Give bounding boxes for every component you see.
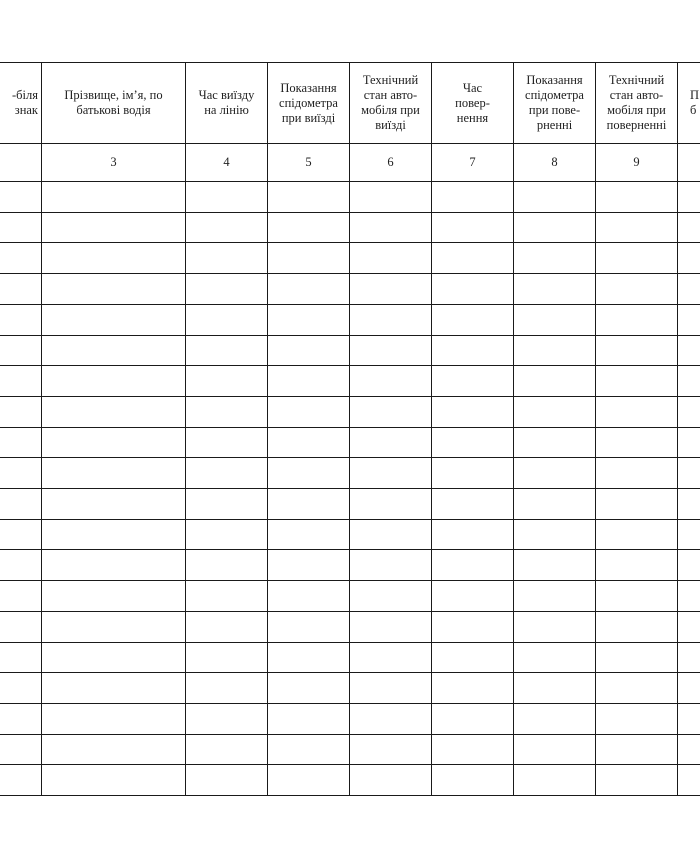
table-cell[interactable]	[678, 643, 700, 672]
table-cell[interactable]	[42, 550, 185, 580]
table-cell[interactable]	[596, 243, 677, 273]
table-cell[interactable]	[514, 305, 595, 335]
table-cell[interactable]	[268, 643, 349, 672]
table-cell[interactable]	[268, 550, 349, 580]
column-header-c4: Час виїзду на лінію	[198, 88, 255, 117]
table-cell[interactable]	[42, 213, 185, 242]
table-cell[interactable]	[514, 673, 595, 703]
column-header-c9: Технічний стан авто- мобіля при поверненні	[606, 73, 667, 132]
table-cell[interactable]	[432, 550, 513, 580]
column-header-c10: П б	[690, 88, 700, 117]
table-cell[interactable]	[678, 489, 700, 519]
table-cell[interactable]	[1, 673, 41, 703]
table-cell[interactable]	[186, 274, 267, 304]
table-cell[interactable]	[186, 612, 267, 642]
table-cell[interactable]	[514, 213, 595, 242]
table-cell[interactable]	[42, 520, 185, 549]
table-cell[interactable]	[1, 612, 41, 642]
table-cell[interactable]	[350, 735, 431, 764]
table-cell[interactable]	[596, 182, 677, 212]
table-cell[interactable]	[514, 397, 595, 427]
table-cell[interactable]	[678, 213, 700, 242]
table-cell[interactable]	[268, 489, 349, 519]
table-cell[interactable]	[514, 581, 595, 611]
table-cell[interactable]	[1, 182, 41, 212]
table-cell[interactable]	[514, 550, 595, 580]
table-cell[interactable]	[678, 765, 700, 795]
table-cell[interactable]	[514, 274, 595, 304]
table-cell[interactable]	[596, 765, 677, 795]
table-cell[interactable]	[678, 581, 700, 611]
table-cell[interactable]	[268, 213, 349, 242]
table-cell[interactable]	[596, 550, 677, 580]
table-cell[interactable]	[350, 612, 431, 642]
table-cell[interactable]	[1, 305, 41, 335]
table-cell[interactable]	[350, 550, 431, 580]
table-cell[interactable]	[350, 366, 431, 396]
table-cell[interactable]	[268, 765, 349, 795]
table-cell[interactable]	[514, 336, 595, 365]
table-cell[interactable]	[186, 643, 267, 672]
table-cell[interactable]	[186, 458, 267, 488]
table-cell[interactable]	[432, 581, 513, 611]
table-cell[interactable]	[432, 643, 513, 672]
table-cell[interactable]	[350, 336, 431, 365]
table-cell[interactable]	[350, 274, 431, 304]
table-cell[interactable]	[678, 458, 700, 488]
table-cell[interactable]	[1, 643, 41, 672]
column-header-c8: Показання спідометра при пове- рненні	[525, 73, 584, 132]
table-cell[interactable]	[596, 581, 677, 611]
table-cell[interactable]	[1, 581, 41, 611]
table-cell[interactable]	[596, 305, 677, 335]
column-header-c3: Прізвище, ім’я, по батькові водія	[64, 88, 163, 117]
table-cell[interactable]	[432, 765, 513, 795]
table-cell[interactable]	[678, 704, 700, 734]
table-cell[interactable]	[678, 673, 700, 703]
column-number: 8	[551, 155, 558, 169]
table-cell[interactable]	[514, 458, 595, 488]
table-cell[interactable]	[514, 489, 595, 519]
table-cell[interactable]	[186, 305, 267, 335]
table-cell[interactable]	[678, 520, 700, 549]
table-cell[interactable]	[42, 397, 185, 427]
table-cell[interactable]	[186, 366, 267, 396]
table-cell[interactable]	[432, 612, 513, 642]
table-cell[interactable]	[42, 458, 185, 488]
table-cell[interactable]	[432, 305, 513, 335]
table-cell[interactable]	[186, 397, 267, 427]
table-cell[interactable]	[1, 428, 41, 457]
table-cell[interactable]	[42, 428, 185, 457]
table-cell[interactable]	[1, 550, 41, 580]
table-cell[interactable]	[432, 735, 513, 764]
table-cell[interactable]	[350, 182, 431, 212]
table-cell[interactable]	[678, 305, 700, 335]
table-cell[interactable]	[432, 182, 513, 212]
table-cell[interactable]	[678, 274, 700, 304]
table-cell[interactable]	[514, 612, 595, 642]
table-cell[interactable]	[596, 643, 677, 672]
table-cell[interactable]	[268, 366, 349, 396]
column-number: 3	[110, 155, 117, 169]
table-cell[interactable]	[268, 612, 349, 642]
table-cell[interactable]	[186, 213, 267, 242]
column-header-c6: Технічний стан авто- мобіля при виїзді	[361, 73, 420, 132]
table-cell[interactable]	[186, 704, 267, 734]
table-cell[interactable]	[1, 397, 41, 427]
table-cell[interactable]	[268, 182, 349, 212]
table-cell[interactable]	[432, 458, 513, 488]
column-number: 6	[387, 155, 394, 169]
table-cell[interactable]	[1, 366, 41, 396]
table-cell[interactable]	[42, 243, 185, 273]
table-cell[interactable]	[42, 735, 185, 764]
table-cell[interactable]	[514, 243, 595, 273]
table-cell[interactable]	[350, 489, 431, 519]
table-cell[interactable]	[350, 397, 431, 427]
table-cell[interactable]	[596, 213, 677, 242]
table-cell[interactable]	[1, 213, 41, 242]
table-cell[interactable]	[596, 336, 677, 365]
table-cell[interactable]	[678, 550, 700, 580]
table-cell[interactable]	[268, 704, 349, 734]
table-cell[interactable]	[678, 243, 700, 273]
table-cell[interactable]	[514, 735, 595, 764]
table-cell[interactable]	[514, 520, 595, 549]
column-number: 9	[633, 155, 640, 169]
column-header-c7: Час повер- нення	[455, 80, 490, 125]
table-cell[interactable]	[1, 336, 41, 365]
table-cell[interactable]	[42, 182, 185, 212]
table-cell[interactable]	[186, 581, 267, 611]
table-cell[interactable]	[186, 336, 267, 365]
table-cell[interactable]	[514, 428, 595, 457]
table-cell[interactable]	[596, 704, 677, 734]
table-cell[interactable]	[432, 428, 513, 457]
table-cell[interactable]	[596, 458, 677, 488]
table-cell[interactable]	[186, 550, 267, 580]
table-cell[interactable]	[350, 305, 431, 335]
table-cell[interactable]	[678, 336, 700, 365]
table-cell[interactable]	[432, 489, 513, 519]
table-cell[interactable]	[268, 458, 349, 488]
column-header-c5: Показання спідометра при виїзді	[279, 80, 338, 125]
table-cell[interactable]	[432, 213, 513, 242]
table-cell[interactable]	[42, 765, 185, 795]
table-cell[interactable]	[1, 520, 41, 549]
table-cell[interactable]	[596, 428, 677, 457]
table-cell[interactable]	[514, 643, 595, 672]
table-cell[interactable]	[268, 735, 349, 764]
table-cell[interactable]	[42, 305, 185, 335]
table-cell[interactable]	[186, 765, 267, 795]
table-cell[interactable]	[186, 489, 267, 519]
table-cell[interactable]	[350, 765, 431, 795]
column-number: 4	[223, 155, 230, 169]
table-cell[interactable]	[268, 581, 349, 611]
table-cell[interactable]	[350, 643, 431, 672]
table-cell[interactable]	[678, 428, 700, 457]
table-cell[interactable]	[268, 428, 349, 457]
table-cell[interactable]	[432, 704, 513, 734]
table-cell[interactable]	[1, 489, 41, 519]
table-cell[interactable]	[596, 612, 677, 642]
table-cell[interactable]	[678, 612, 700, 642]
table-cell[interactable]	[350, 458, 431, 488]
column-header-c2: -біля знак	[12, 88, 38, 117]
table-cell[interactable]	[1, 243, 41, 273]
table-cell[interactable]	[186, 243, 267, 273]
table-cell[interactable]	[678, 397, 700, 427]
table-cell[interactable]	[268, 520, 349, 549]
table-cell[interactable]	[350, 213, 431, 242]
table-cell[interactable]	[42, 274, 185, 304]
table-cell[interactable]	[514, 765, 595, 795]
table-cell[interactable]	[350, 704, 431, 734]
table-cell[interactable]	[42, 489, 185, 519]
table-cell[interactable]	[350, 428, 431, 457]
table-cell[interactable]	[186, 673, 267, 703]
table-cell[interactable]	[186, 428, 267, 457]
table-cell[interactable]	[1, 458, 41, 488]
table-cell[interactable]	[596, 489, 677, 519]
table-cell[interactable]	[514, 366, 595, 396]
table-cell[interactable]	[678, 366, 700, 396]
table-cell[interactable]	[186, 182, 267, 212]
table-cell[interactable]	[1, 735, 41, 764]
table-cell[interactable]	[596, 735, 677, 764]
table-cell[interactable]	[268, 336, 349, 365]
table-cell[interactable]	[42, 612, 185, 642]
table-cell[interactable]	[42, 673, 185, 703]
table-cell[interactable]	[432, 336, 513, 365]
table-cell[interactable]	[42, 704, 185, 734]
table-cell[interactable]	[432, 243, 513, 273]
table-cell[interactable]	[42, 366, 185, 396]
table-cell[interactable]	[268, 243, 349, 273]
column-number: 5	[305, 155, 312, 169]
table-cell[interactable]	[1, 704, 41, 734]
table-cell[interactable]	[42, 643, 185, 672]
table-cell[interactable]	[268, 274, 349, 304]
table-cell[interactable]	[268, 673, 349, 703]
table-cell[interactable]	[350, 673, 431, 703]
table-cell[interactable]	[268, 397, 349, 427]
table-cell[interactable]	[1, 274, 41, 304]
table-cell[interactable]	[186, 735, 267, 764]
table-cell[interactable]	[186, 520, 267, 549]
table-cell[interactable]	[350, 243, 431, 273]
table-cell[interactable]	[432, 397, 513, 427]
table-cell[interactable]	[514, 704, 595, 734]
table-cell[interactable]	[432, 673, 513, 703]
table-cell[interactable]	[596, 520, 677, 549]
table-cell[interactable]	[678, 735, 700, 764]
table-cell[interactable]	[514, 182, 595, 212]
table-cell[interactable]	[1, 765, 41, 795]
table-cell[interactable]	[42, 336, 185, 365]
table-cell[interactable]	[596, 673, 677, 703]
table-cell[interactable]	[678, 182, 700, 212]
table-cell[interactable]	[596, 366, 677, 396]
table-cell[interactable]	[42, 581, 185, 611]
table-cell[interactable]	[432, 366, 513, 396]
table-cell[interactable]	[596, 274, 677, 304]
table-cell[interactable]	[596, 397, 677, 427]
table-cell[interactable]	[432, 520, 513, 549]
table-cell[interactable]	[350, 520, 431, 549]
table-cell[interactable]	[350, 581, 431, 611]
table-cell[interactable]	[268, 305, 349, 335]
column-number: 7	[469, 155, 476, 169]
table-cell[interactable]	[432, 274, 513, 304]
